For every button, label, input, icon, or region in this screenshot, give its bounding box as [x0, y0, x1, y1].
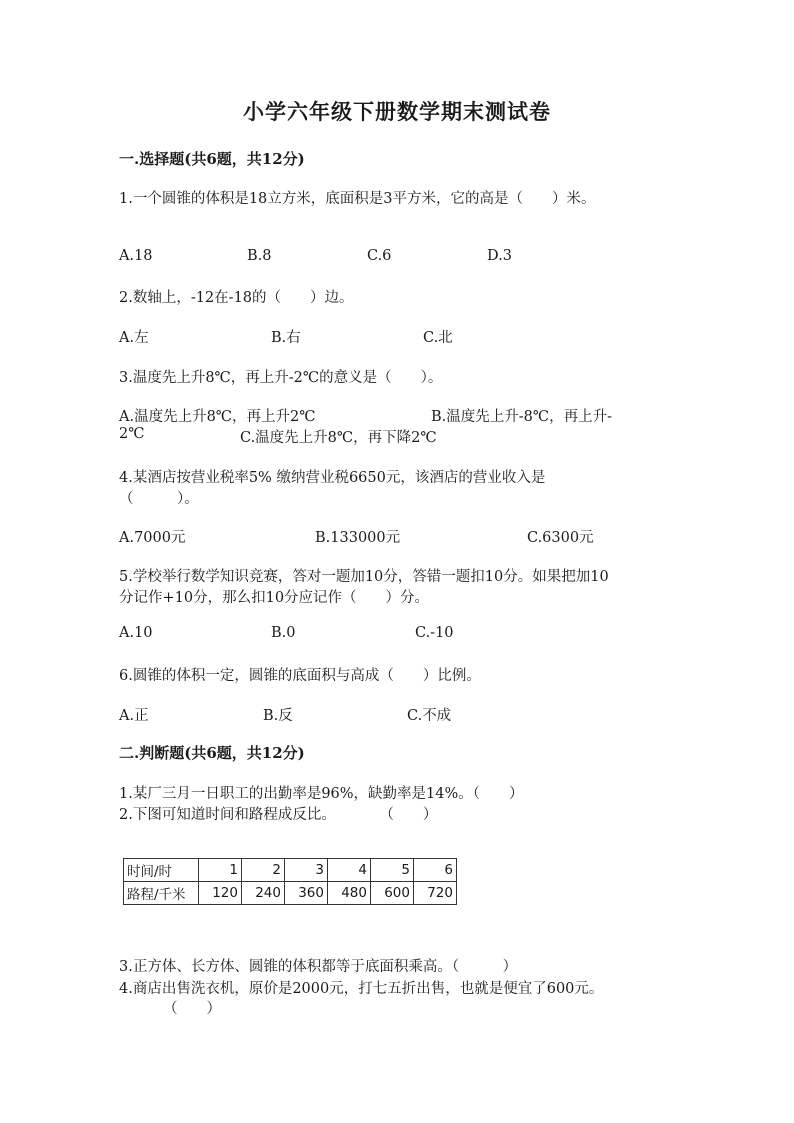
- judgment-1-text: 1.某厂三月一日职工的出勤率是96%，缺勤率是14%。（ ）: [119, 786, 524, 802]
- table-cell: 1: [199, 859, 242, 882]
- question-4-option-a: A.7000元: [119, 530, 186, 546]
- section-heading-choice: 一.选择题(共6题，共12分): [119, 150, 305, 168]
- question-2-option-a: A.左: [119, 330, 149, 346]
- question-5-text-line2: 分记作+10分，那么扣10分应记作（ ）分。: [119, 590, 430, 606]
- question-3-option-b-cont: 2℃: [119, 426, 145, 442]
- question-4-text-line1: 4.某酒店按营业税率5% 缴纳营业税6650元，该酒店的营业收入是: [119, 470, 546, 486]
- table-cell: 4: [328, 859, 371, 882]
- judgment-4-text-line2: （ ）: [163, 1001, 221, 1017]
- question-5-option-b: B.0: [271, 625, 296, 641]
- question-5-option-a: A.10: [119, 625, 153, 641]
- judgment-2-text: 2.下图可知道时间和路程成反比。 （ ）: [119, 807, 438, 823]
- table-cell: 2: [242, 859, 285, 882]
- table-row: [124, 882, 457, 905]
- question-6-text: 6.圆锥的体积一定，圆锥的底面积与高成（ ）比例。: [119, 668, 481, 684]
- table-row-label: 路程/千米: [124, 882, 199, 905]
- table-cell: 5: [371, 859, 414, 882]
- table-cell: 240: [242, 882, 285, 905]
- table-row: [124, 859, 457, 882]
- question-3-option-b: B.温度先上升-8℃，再上升-: [431, 409, 613, 425]
- question-1-option-d: D.3: [487, 248, 512, 264]
- question-6-option-a: A.正: [119, 708, 149, 724]
- question-1-option-a: A.18: [119, 248, 153, 264]
- question-3-option-c: C.温度先上升8℃，再下降2℃: [240, 430, 437, 446]
- question-3-text: 3.温度先上升8℃，再上升-2℃的意义是（ ）。: [119, 370, 443, 386]
- judgment-3-text: 3.正方体、长方体、圆锥的体积都等于底面积乘高。（ ）: [119, 959, 518, 975]
- question-4-option-c: C.6300元: [527, 530, 594, 546]
- question-6-option-c: C.不成: [407, 708, 452, 724]
- time-distance-table: [123, 858, 457, 905]
- table-cell: 120: [199, 882, 242, 905]
- question-5-option-c: C.-10: [415, 625, 454, 641]
- question-1-text: 1.一个圆锥的体积是18立方米，底面积是3平方米，它的高是（ ）米。: [119, 191, 596, 207]
- question-3-option-a: A.温度先上升8℃，再上升2℃: [119, 409, 316, 425]
- question-1-option-b: B.8: [247, 248, 272, 264]
- judgment-4-text-line1: 4.商店出售洗衣机，原价是2000元，打七五折出售，也就是便宜了600元。: [119, 981, 604, 997]
- question-5-text-line1: 5.学校举行数学知识竞赛，答对一题加10分，答错一题扣10分。如果把加10: [119, 569, 609, 585]
- question-6-option-b: B.反: [263, 708, 293, 724]
- question-1-option-c: C.6: [367, 248, 392, 264]
- table-cell: 6: [414, 859, 457, 882]
- question-2-option-c: C.北: [423, 330, 453, 346]
- table-cell: 3: [285, 859, 328, 882]
- question-4-text-line2: （ ）。: [119, 491, 199, 507]
- table-cell: 480: [328, 882, 371, 905]
- table-cell: 360: [285, 882, 328, 905]
- question-2-option-b: B.右: [271, 330, 301, 346]
- table-cell: 720: [414, 882, 457, 905]
- table-row-label: 时间/时: [124, 859, 199, 882]
- table-cell: 600: [371, 882, 414, 905]
- question-2-text: 2.数轴上，-12在-18的（ ）边。: [119, 290, 354, 306]
- question-4-option-b: B.133000元: [315, 530, 401, 546]
- section-heading-judgment: 二.判断题(共6题，共12分): [119, 744, 305, 762]
- page-title: 小学六年级下册数学期末测试卷: [243, 99, 551, 124]
